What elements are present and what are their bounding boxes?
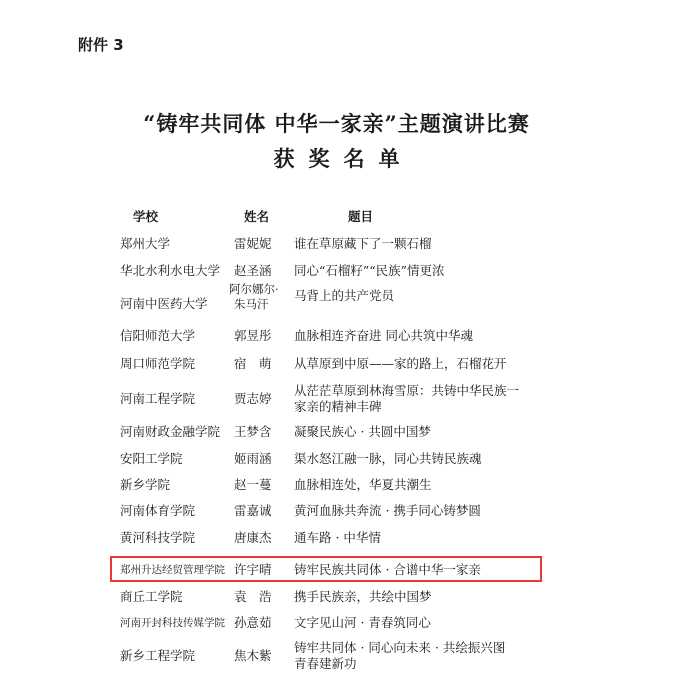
topic-line: 血脉相连处，华夏共潮生 [294, 477, 432, 492]
school-cell: 新乡工程学院 [120, 648, 196, 663]
topic-line: 马背上的共产党员 [294, 288, 395, 303]
topic-line: 谁在草原藏下了一颗石榴 [294, 236, 432, 251]
topic-line: 黄河血脉共奔流 · 携手同心铸梦圆 [294, 503, 481, 518]
topic-line: 青春建新功 [294, 656, 357, 671]
name-cell: 宿 萌 [234, 356, 272, 371]
topic-cell [294, 383, 519, 415]
topic-line: 从草原到中原——家的路上，石榴花开 [294, 356, 507, 371]
school-cell: 安阳工学院 [120, 451, 183, 466]
name-cell: 许宇晴 [234, 562, 272, 577]
topic-cell [294, 530, 381, 546]
attachment-label: 附件 3 [78, 36, 124, 54]
header-school: 学校 [133, 209, 159, 224]
topic-cell [294, 503, 481, 519]
topic-line: 通车路 · 中华情 [294, 530, 381, 545]
name-cell: 郭昱彤 [234, 328, 272, 343]
school-cell: 河南工程学院 [120, 391, 196, 406]
header-name: 姓名 [244, 209, 270, 224]
name-cell: 雷嘉诚 [234, 503, 272, 518]
name-cell: 孙意茹 [234, 615, 272, 630]
name-cell: 袁 浩 [234, 589, 272, 604]
topic-cell [294, 477, 432, 493]
school-cell: 周口师范学院 [120, 356, 196, 371]
school-cell: 河南开封科技传媒学院 [120, 617, 225, 629]
topic-line: 家亲的精神丰碑 [294, 399, 382, 414]
name-cell: 姬雨涵 [234, 451, 272, 466]
topic-line: 铸牢共同体 · 同心向未来 · 共绘振兴图 [294, 640, 506, 655]
highlight-box [110, 556, 542, 582]
topic-line: 渠水怒江融一脉，同心共铸民族魂 [294, 451, 482, 466]
topic-cell [294, 356, 507, 372]
name-cell: 焦木紫 [234, 648, 272, 663]
header-topic: 题目 [348, 209, 374, 224]
school-cell: 河南中医药大学 [120, 296, 208, 311]
topic-line: 铸牢民族共同体 · 合谱中华一家亲 [294, 562, 481, 577]
topic-cell [294, 640, 505, 672]
topic-line: 同心“石榴籽”“民族”情更浓 [294, 263, 445, 278]
name-cell [229, 282, 279, 312]
school-cell: 郑州大学 [120, 236, 171, 251]
topic-cell [294, 328, 473, 344]
name-line: 阿尔娜尔· [229, 282, 279, 296]
school-cell: 新乡学院 [120, 477, 171, 492]
topic-cell [294, 263, 445, 279]
name-cell: 王梦含 [234, 424, 272, 439]
school-cell: 河南财政金融学院 [120, 424, 221, 439]
topic-line: 文字见山河 · 青春筑同心 [294, 615, 431, 630]
topic-cell [294, 424, 431, 440]
name-cell: 贾志婷 [234, 391, 272, 406]
school-cell: 黄河科技学院 [120, 530, 196, 545]
document-title: “铸牢共同体 中华一家亲”主题演讲比赛 [143, 111, 530, 136]
topic-cell [294, 615, 431, 631]
school-cell: 商丘工学院 [120, 589, 183, 604]
topic-cell [294, 288, 394, 304]
topic-cell [294, 589, 432, 605]
school-cell: 郑州升达经贸管理学院 [120, 564, 225, 576]
topic-line: 携手民族亲，共绘中国梦 [294, 589, 432, 604]
topic-line: 凝聚民族心 · 共圆中国梦 [294, 424, 431, 439]
name-cell: 赵一蔓 [234, 477, 272, 492]
name-line: 朱马汗 [234, 297, 269, 311]
topic-line: 血脉相连齐奋进 同心共筑中华魂 [294, 328, 473, 343]
name-cell: 赵圣涵 [234, 263, 272, 278]
topic-cell [294, 236, 432, 252]
name-cell: 雷妮妮 [234, 236, 272, 251]
document-subtitle: 获奖名单 [273, 146, 414, 171]
school-cell: 华北水利水电大学 [120, 263, 221, 278]
school-cell: 河南体育学院 [120, 503, 196, 518]
topic-line: 从茫茫草原到林海雪原：共铸中华民族一 [294, 383, 520, 398]
topic-cell [294, 451, 482, 467]
name-cell: 唐康杰 [234, 530, 272, 545]
school-cell: 信阳师范大学 [120, 328, 196, 343]
